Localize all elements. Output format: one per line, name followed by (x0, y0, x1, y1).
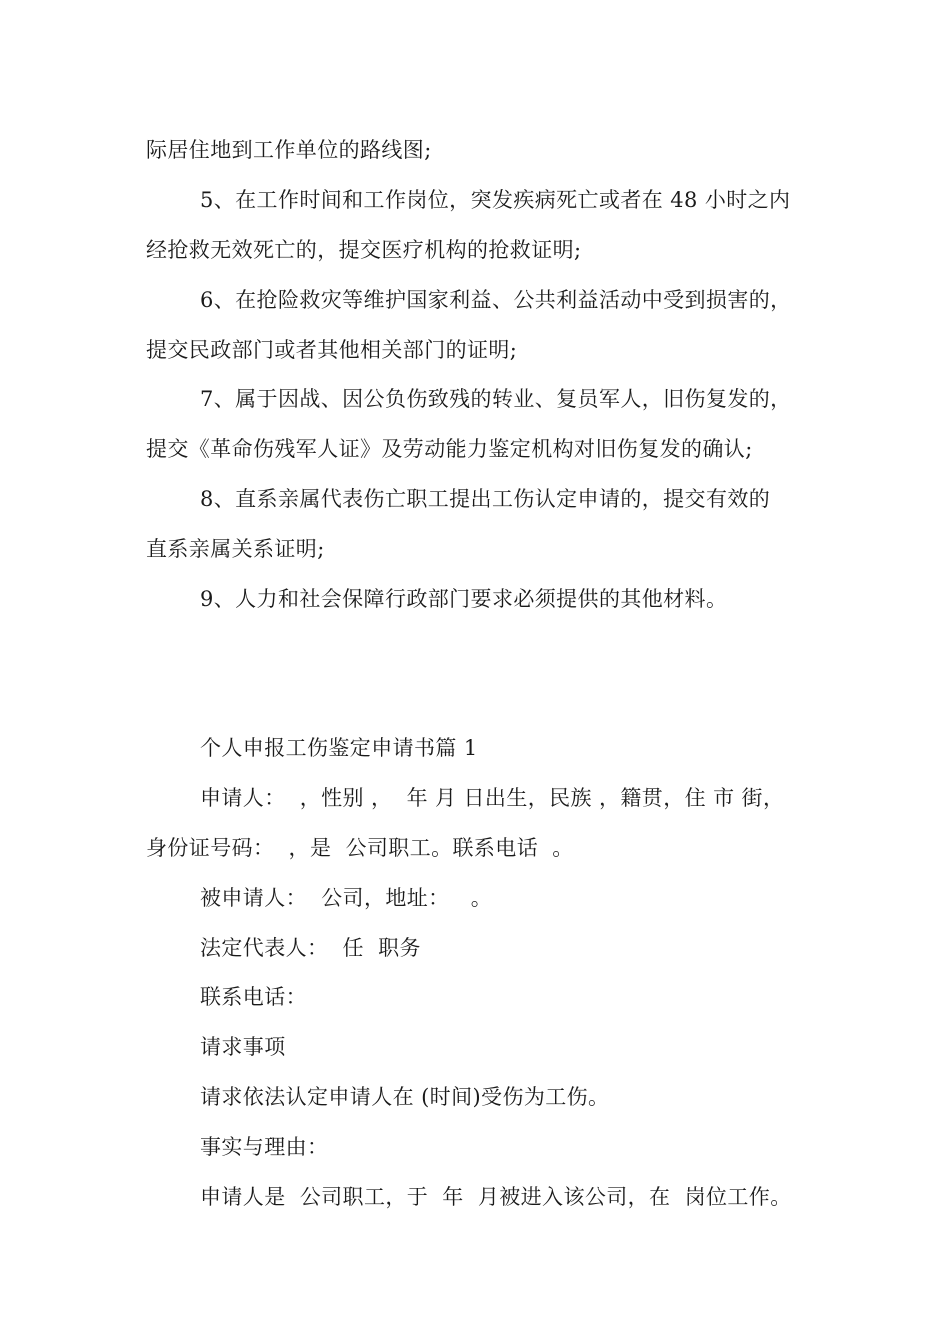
paragraph-line: 提交民政部门或者其他相关部门的证明; (146, 338, 518, 362)
paragraph-line: 提交《革命伤残军人证》及劳动能力鉴定机构对旧伤复发的确认; (146, 437, 753, 461)
paragraph-line: 6、在抢险救灾等维护国家利益、公共利益活动中受到损害的， (200, 288, 792, 312)
paragraph-line: 经抢救无效死亡的，提交医疗机构的抢救证明; (146, 238, 582, 262)
paragraph-line: 请求事项 (200, 1035, 286, 1059)
paragraph-line: 9、人力和社会保障行政部门要求必须提供的其他材料。 (200, 587, 728, 611)
paragraph-line: 8、直系亲属代表伤亡职工提出工伤认定申请的，提交有效的 (200, 487, 771, 511)
paragraph-line: 直系亲属关系证明; (146, 537, 325, 561)
paragraph-line: 事实与理由： (200, 1135, 329, 1159)
paragraph-line: 申请人： ，性别 ， 年 月 日出生，民族 ，籍贯，住 市 街， (200, 786, 785, 810)
paragraph-line: 际居住地到工作单位的路线图; (146, 138, 432, 162)
section-title: 个人申报工伤鉴定申请书篇 1 (200, 736, 478, 760)
paragraph-line: 法定代表人： 任 职务 (200, 936, 421, 960)
paragraph-line: 申请人是 公司职工，于 年 月被进入该公司，在 岗位工作。 (200, 1185, 792, 1209)
paragraph-line: 身份证号码： ，是 公司职工。联系电话 。 (146, 836, 574, 860)
paragraph-line: 联系电话： (200, 985, 307, 1009)
paragraph-line: 5、在工作时间和工作岗位，突发疾病死亡或者在 48 小时之内 (200, 188, 791, 212)
paragraph-line: 请求依法认定申请人在 (时间)受伤为工伤。 (200, 1085, 610, 1109)
paragraph-line: 7、属于因战、因公负伤致残的转业、复员军人，旧伤复发的， (200, 387, 792, 411)
paragraph-line: 被申请人： 公司，地址： 。 (200, 886, 493, 910)
